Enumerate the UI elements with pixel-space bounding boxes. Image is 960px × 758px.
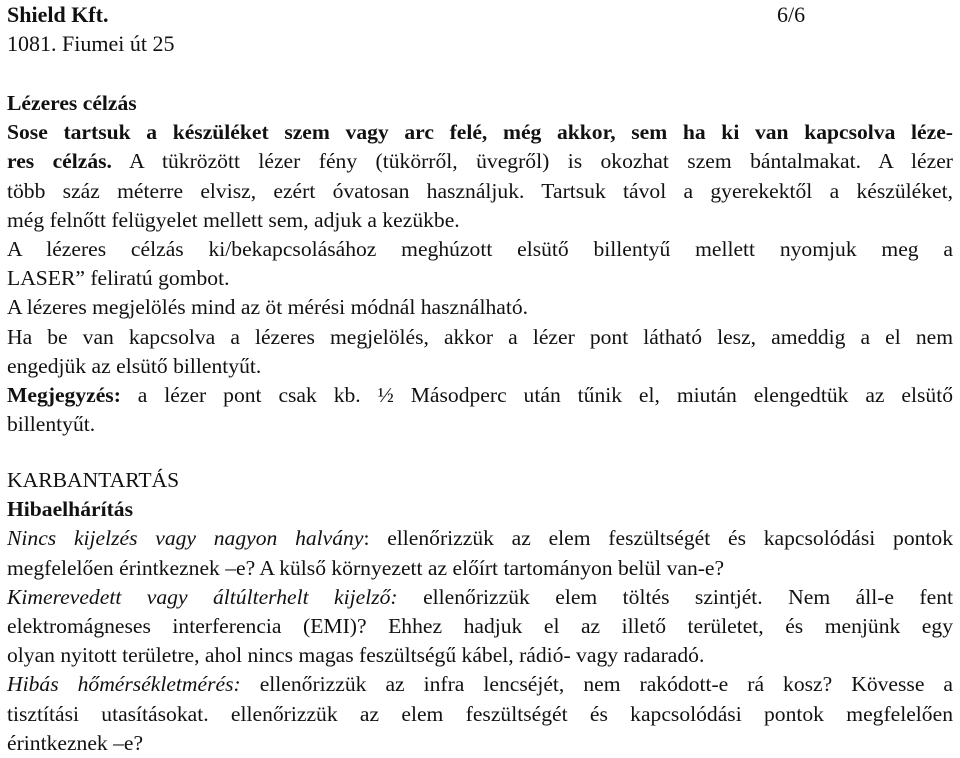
laser-line-8: Ha be van kapcsolva a lézeres megjelölés, akkor a lézer pont látható lesz, ameddig a el nem xyxy=(7,324,953,349)
trouble-2-text: ellenőrizzük elem töltés szintjét. Nem áll-e fent xyxy=(397,584,954,609)
trouble-1-line-2: megfelelően érintkeznek –e? A külső környezett az előírt tartományon belül van-e? xyxy=(7,555,725,580)
trouble-2-label: Kimerevedett vagy áltúlterhelt kijelző: xyxy=(7,584,398,609)
laser-warning-line-1: Sose tartsuk a készüléket szem vagy arc felé, még akkor, sem ha ki van kapcsolva léze- xyxy=(7,120,953,145)
page-header xyxy=(7,0,953,60)
note-text: a lézer pont csak kb. ½ Másodperc után tűnik el, miután elengedtük az elsütő xyxy=(120,383,953,408)
trouble-3-line-1 xyxy=(7,670,953,699)
laser-note-line-2: billentyűt. xyxy=(7,412,96,437)
troubleshooting-heading: Hibaelhárítás xyxy=(7,497,133,522)
laser-title: Lézeres célzás xyxy=(7,91,137,115)
trouble-3-text: ellenőrizzük az infra lencséjét, nem rakódott-e rá kosz? Kövesse a xyxy=(240,672,953,697)
trouble-1-label: Nincs kijelzés vagy nagyon halvány xyxy=(7,526,364,551)
laser-warning-rest: A tükrözött lézer fény (tükörről, üvegről) is okozhat szem bántalmakat. A lézer xyxy=(111,149,953,174)
trouble-2-line-1 xyxy=(7,583,953,612)
trouble-2-line-2: elektromágneses interferencia (EMI)? Ehhez hadjuk el az illető területet, és menjünk egy xyxy=(7,614,953,639)
page-number: 6/6 xyxy=(777,2,806,27)
laser-warning-line-2 xyxy=(7,147,953,176)
maintenance-section xyxy=(7,466,953,758)
company-address: 1081. Fiumei út 25 xyxy=(7,31,175,56)
document-page xyxy=(7,0,954,755)
laser-line-9: engedjük az elsütő billentyűt. xyxy=(7,353,262,378)
trouble-1-text: : ellenőrizzük az elem feszültségét és kapcsolódási pontok xyxy=(363,526,954,551)
maintenance-heading: KARBANTARTÁS xyxy=(7,468,180,492)
laser-line-3: több száz méterre elvisz, ezért óvatosan használjuk. Tartsuk távol a gyerekektől a készüléket, xyxy=(7,178,953,203)
trouble-2-line-3: olyan nyitott területre, ahol nincs magas feszültségű kábel, rádió- vagy radaradó. xyxy=(7,643,705,668)
company-name: Shield Kft. xyxy=(7,2,109,27)
laser-line-6: LASER” feliratú gombot. xyxy=(7,266,230,291)
laser-line-4: még felnőtt felügyelet mellett sem, adjuk a kezükbe. xyxy=(7,207,460,232)
laser-note-line-1 xyxy=(7,381,953,410)
note-label: Megjegyzés: xyxy=(7,383,121,408)
laser-line-5: A lézeres célzás ki/bekapcsolásához meghúzott elsütő billentyű mellett nyomjuk meg a xyxy=(7,237,953,262)
trouble-3-line-2: tisztítási utasításokat. ellenőrizzük az elem feszültségét és kapcsolódási pontok megfelelően xyxy=(7,701,953,726)
laser-section xyxy=(7,89,953,439)
trouble-3-line-3: érintkeznek –e? xyxy=(7,730,144,755)
trouble-1-line-1 xyxy=(7,524,953,553)
laser-warning-bold-end: res célzás. xyxy=(7,149,112,174)
laser-line-7: A lézeres megjelölés mind az öt mérési módnál használható. xyxy=(7,295,529,320)
trouble-3-label: Hibás hőmérsékletmérés: xyxy=(7,672,241,697)
